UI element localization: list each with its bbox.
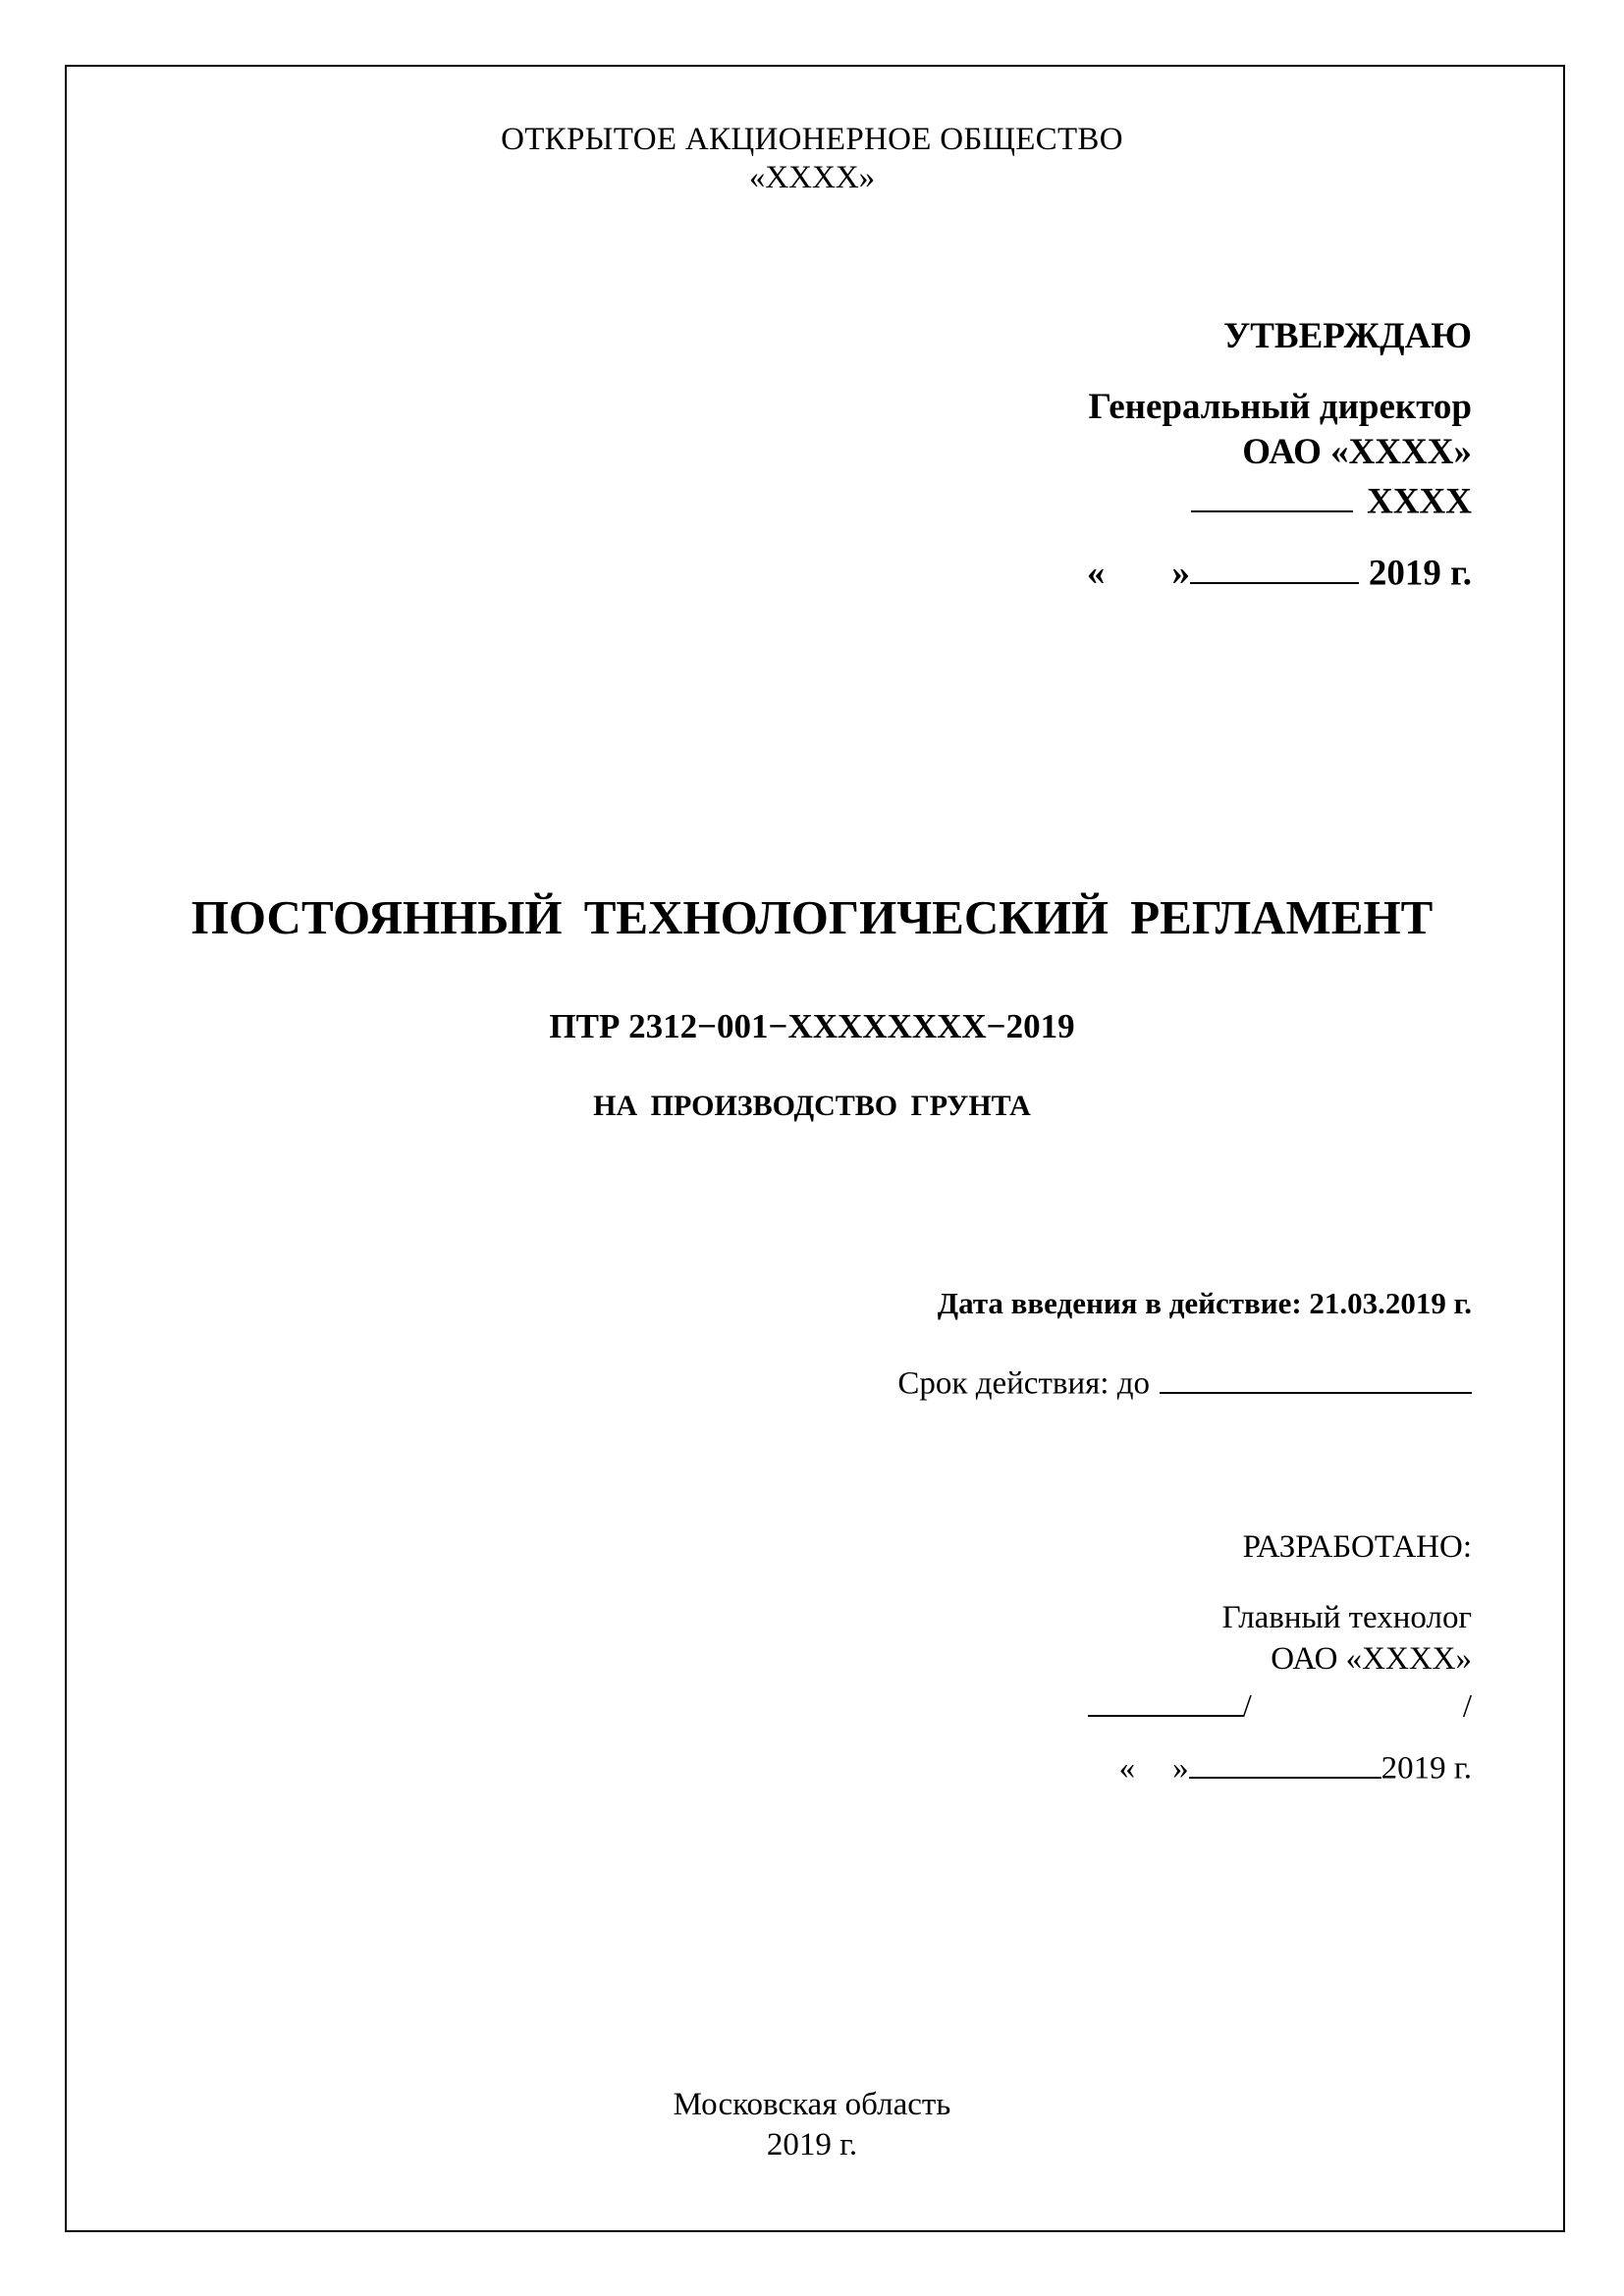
signature-blank xyxy=(1088,1685,1243,1717)
validity-blank xyxy=(1160,1362,1472,1394)
date-quote-close: » xyxy=(1171,553,1190,594)
validity-period xyxy=(897,1362,1472,1401)
developer-organization: ОАО «XXXX» xyxy=(1271,1641,1472,1677)
signature-blank xyxy=(1191,478,1353,512)
slash: / xyxy=(1242,1688,1252,1725)
date-quote-open: « xyxy=(1118,1750,1136,1787)
date-quote-open: « xyxy=(1086,553,1106,594)
slash: / xyxy=(1462,1688,1472,1725)
approval-organization: ОАО «XXXX» xyxy=(1242,432,1472,472)
validity-label: Срок действия: до xyxy=(897,1365,1150,1402)
document-code: ПТР 2312−001−XXXXXXXX−2019 xyxy=(549,1007,1075,1045)
developer-position: Главный технолог xyxy=(1221,1600,1472,1635)
approval-signer-name: XXXX xyxy=(1367,481,1472,522)
date-quote-close: » xyxy=(1172,1750,1189,1787)
developer-date xyxy=(1119,1747,1472,1786)
month-blank xyxy=(1190,550,1359,584)
approval-date-year: 2019 г. xyxy=(1368,553,1472,594)
organization-line1: ОТКРЫТОЕ АКЦИОНЕРНОЕ ОБЩЕСТВО xyxy=(501,122,1123,157)
effective-date: Дата введения в действие: 21.03.2019 г. xyxy=(937,1286,1472,1320)
developer-date-year: 2019 г. xyxy=(1380,1750,1472,1787)
approval-signature-line xyxy=(1191,478,1472,522)
developer-signature-line xyxy=(1088,1685,1472,1724)
month-blank xyxy=(1189,1747,1381,1779)
document-subject: НА ПРОИЗВОДСТВО ГРУНТА xyxy=(593,1090,1031,1122)
approval-title: УТВЕРЖДАЮ xyxy=(1223,316,1472,356)
document-title: ПОСТОЯННЫЙ ТЕХНОЛОГИЧЕСКИЙ РЕГЛАМЕНТ xyxy=(190,890,1434,944)
footer-year: 2019 г. xyxy=(766,2127,858,2163)
organization-line2: «XXXX» xyxy=(748,160,876,195)
developed-title: РАЗРАБОТАНО: xyxy=(1242,1529,1472,1565)
footer-city: Московская область xyxy=(673,2087,951,2122)
approval-position: Генеральный директор xyxy=(1088,387,1472,427)
approval-date xyxy=(1086,550,1472,594)
